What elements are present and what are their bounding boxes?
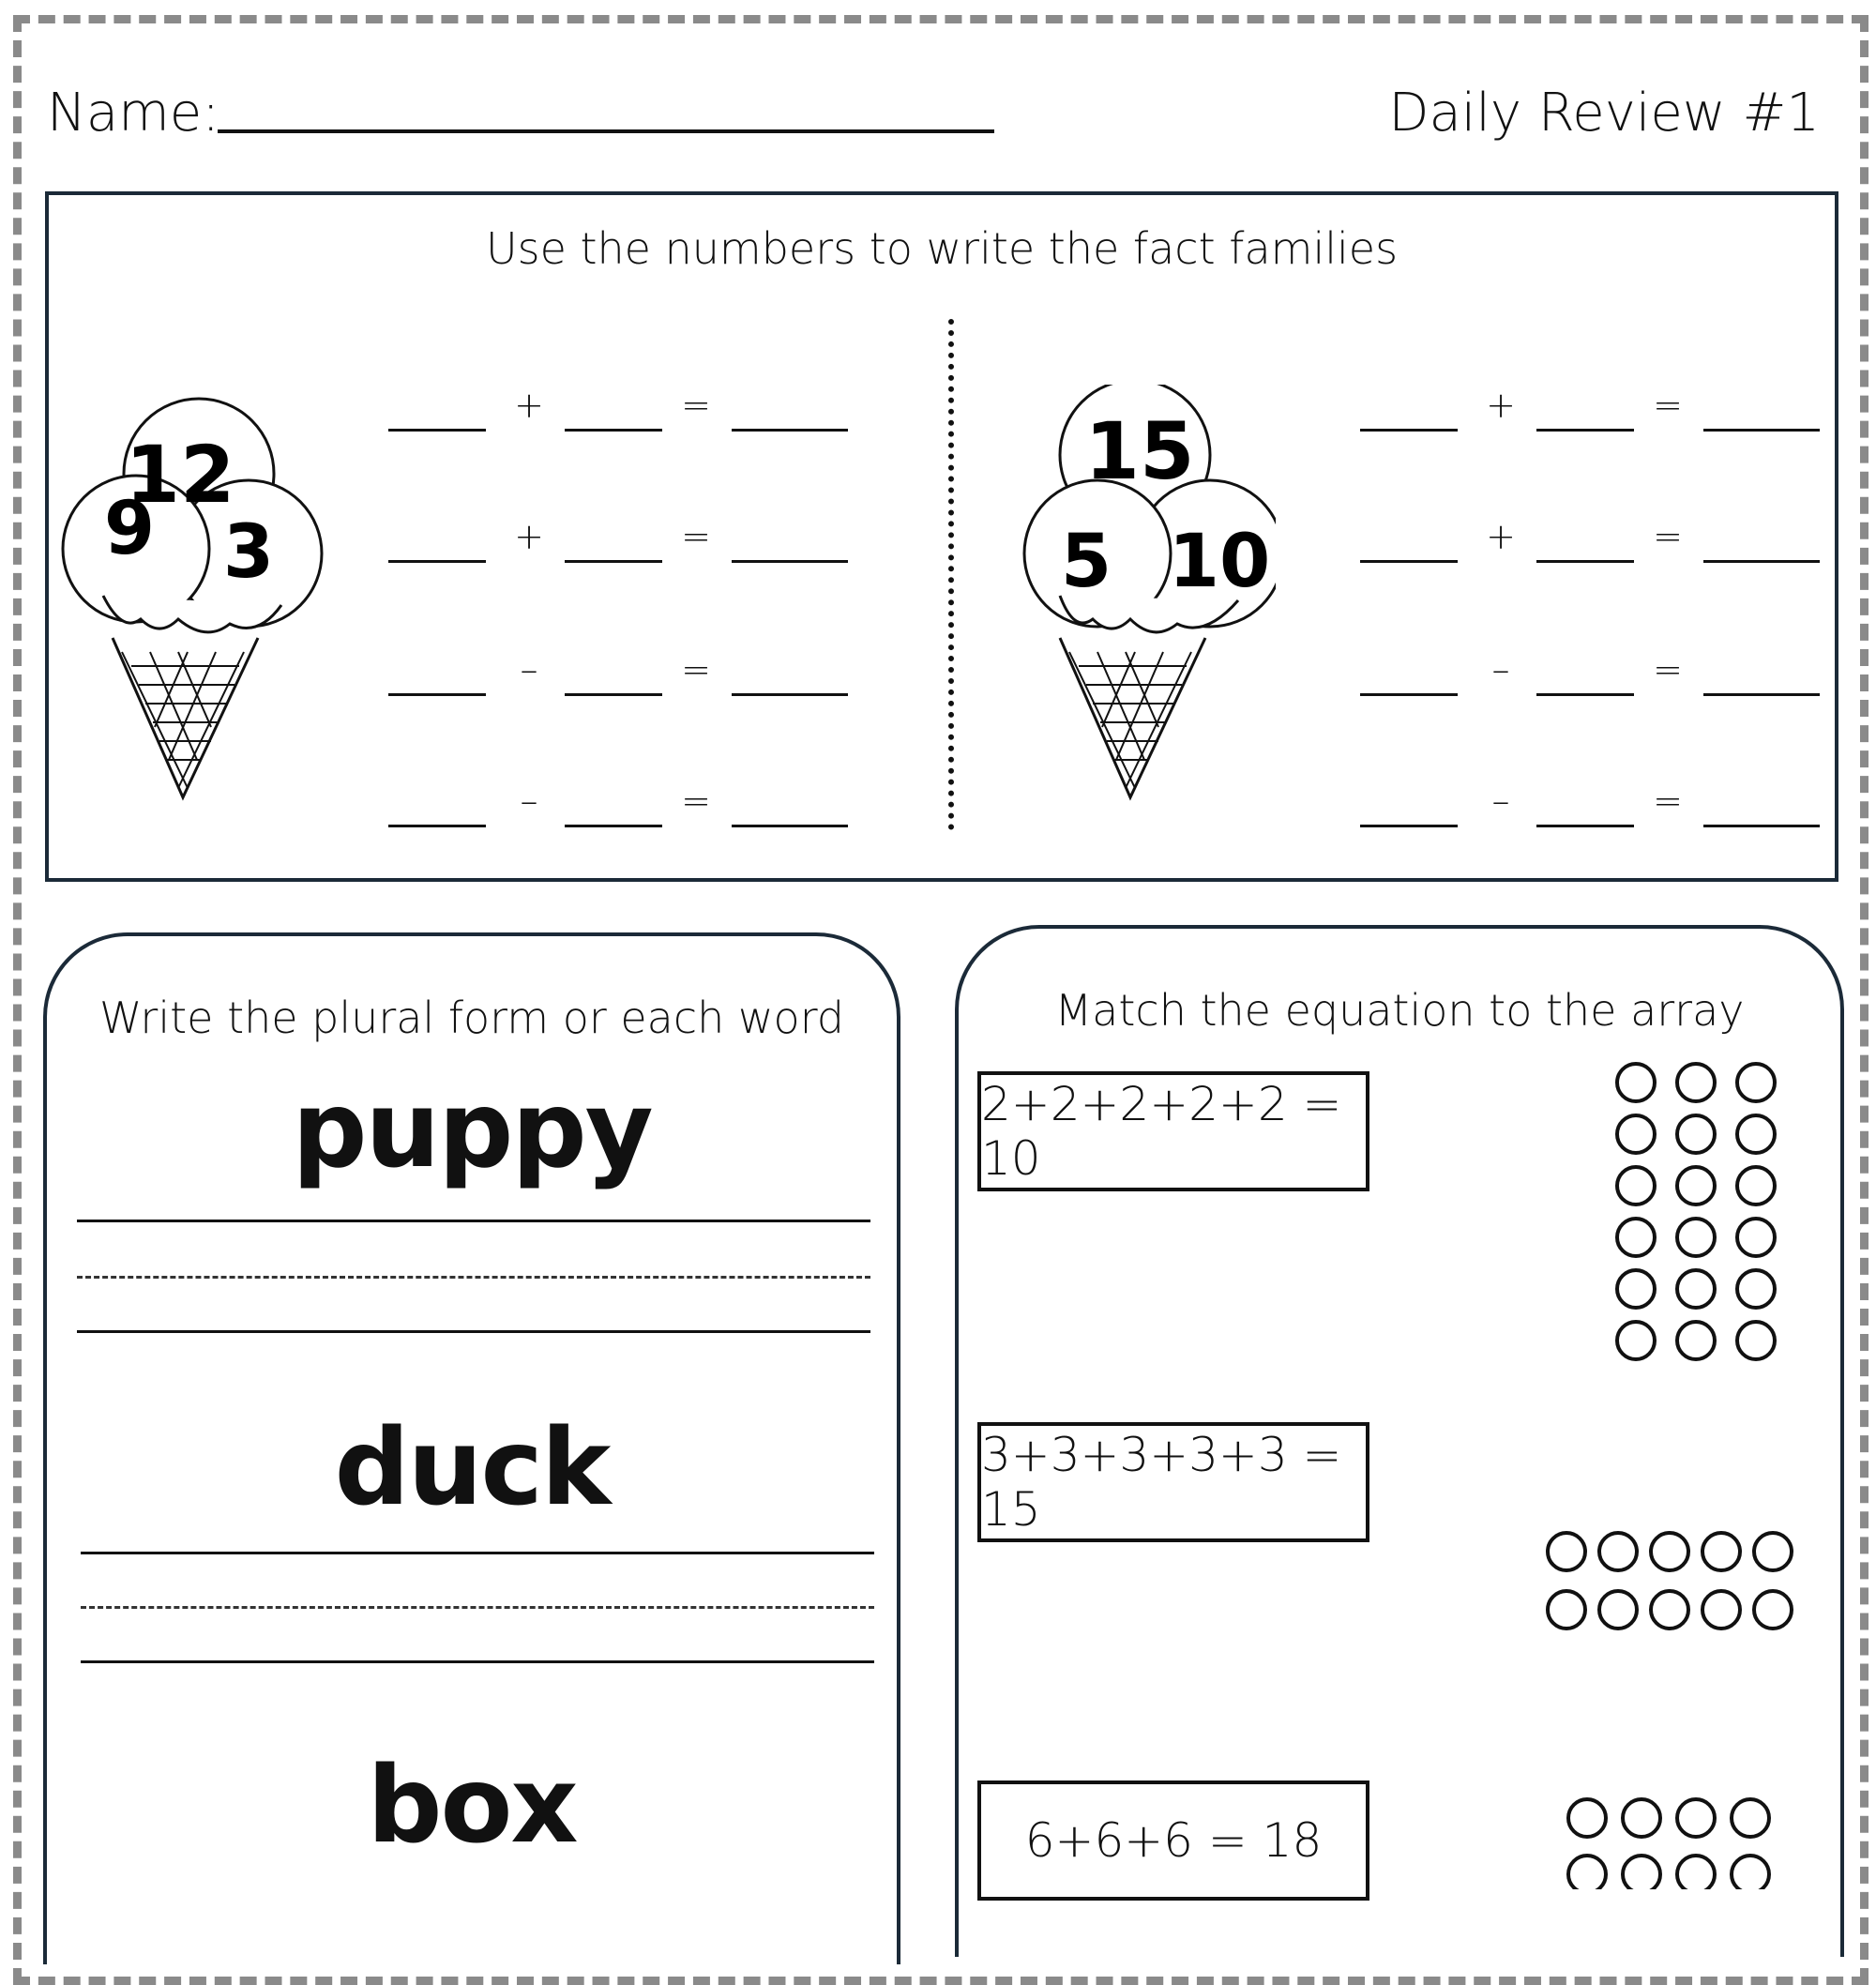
answer-blank[interactable]: [1360, 560, 1458, 563]
array-dot: [1677, 1322, 1715, 1359]
writing-line-base[interactable]: [77, 1330, 870, 1333]
answer-blank[interactable]: [565, 560, 662, 563]
answer-blank[interactable]: [1536, 825, 1634, 827]
array-dot: [1737, 1064, 1775, 1101]
operator-sign: +: [1486, 385, 1516, 426]
fact-equation-row: [388, 385, 857, 432]
dot-array-4x4[interactable]: [1565, 1796, 1799, 1893]
answer-blank[interactable]: [732, 560, 848, 563]
array-dot: [1548, 1591, 1585, 1629]
name-field[interactable]: [218, 129, 994, 133]
answer-blank[interactable]: [1703, 825, 1820, 827]
array-dot: [1737, 1322, 1775, 1359]
ice-cream-cone-2: [1004, 385, 1276, 811]
array-dot: [1617, 1167, 1655, 1205]
writing-line-top: [81, 1552, 874, 1554]
fact-equation-row: [388, 516, 857, 563]
equals-sign: =: [1653, 649, 1683, 690]
array-dot: [1623, 1799, 1660, 1837]
equals-sign: =: [1653, 516, 1683, 557]
scoop-right-number: 10: [1168, 520, 1271, 604]
answer-blank[interactable]: [1536, 429, 1634, 432]
answer-blank[interactable]: [1703, 560, 1820, 563]
array-dot: [1737, 1115, 1775, 1153]
array-dot: [1651, 1533, 1688, 1570]
name-label: Name:: [47, 83, 220, 144]
answer-blank[interactable]: [1360, 825, 1458, 827]
equals-sign: =: [681, 649, 711, 690]
array-dot: [1568, 1799, 1606, 1837]
plural-word: duck: [334, 1407, 610, 1529]
ice-cream-cone-1: [56, 385, 328, 811]
equals-sign: =: [681, 516, 711, 557]
array-dot: [1568, 1856, 1606, 1889]
array-dot: [1617, 1115, 1655, 1153]
dot-array-6x3[interactable]: [1613, 1060, 1792, 1373]
equals-sign: =: [1653, 780, 1683, 822]
answer-blank[interactable]: [732, 825, 848, 827]
answer-blank[interactable]: [732, 693, 848, 696]
fact-equation-row: [388, 780, 857, 827]
equation-box[interactable]: 2+2+2+2+2 = 10: [977, 1071, 1369, 1191]
answer-blank[interactable]: [1360, 693, 1458, 696]
plural-instruction: Write the plural form or each word: [99, 992, 844, 1043]
array-dot: [1623, 1856, 1660, 1889]
array-dot: [1677, 1064, 1715, 1101]
writing-line-top: [77, 1220, 870, 1222]
array-dot: [1737, 1167, 1775, 1205]
array-dot: [1617, 1270, 1655, 1308]
operator-sign: +: [514, 516, 544, 557]
scoop-top-number: 15: [1084, 405, 1195, 497]
fact-equation-row: [1360, 516, 1829, 563]
array-dot: [1599, 1591, 1637, 1629]
answer-blank[interactable]: [565, 693, 662, 696]
operator-sign: –: [520, 780, 538, 822]
operator-sign: +: [1486, 516, 1516, 557]
plural-word: box: [367, 1745, 577, 1867]
scoop-right-number: 3: [222, 510, 275, 595]
answer-blank[interactable]: [388, 560, 486, 563]
scoop-left-number: 9: [103, 487, 156, 571]
operator-sign: +: [514, 385, 544, 426]
array-dot: [1617, 1064, 1655, 1101]
array-dot: [1754, 1591, 1792, 1629]
answer-blank[interactable]: [1360, 429, 1458, 432]
array-dot: [1737, 1270, 1775, 1308]
answer-blank[interactable]: [565, 429, 662, 432]
array-dot: [1737, 1219, 1775, 1256]
answer-blank[interactable]: [388, 825, 486, 827]
fact-equation-row: [1360, 780, 1829, 827]
operator-sign: –: [520, 649, 538, 690]
equation-box[interactable]: 3+3+3+3+3 = 15: [977, 1422, 1369, 1542]
plural-word: puppy: [292, 1069, 652, 1191]
equation-box[interactable]: 6+6+6 = 18: [977, 1780, 1369, 1901]
array-dot: [1599, 1533, 1637, 1570]
writing-line-mid: [81, 1606, 874, 1609]
dot-array-2x5[interactable]: [1544, 1529, 1807, 1645]
array-dot: [1617, 1322, 1655, 1359]
array-dot: [1651, 1591, 1688, 1629]
answer-blank[interactable]: [388, 693, 486, 696]
answer-blank[interactable]: [732, 429, 848, 432]
answer-blank[interactable]: [388, 429, 486, 432]
array-dot: [1677, 1219, 1715, 1256]
worksheet-title: Daily Review #1: [1388, 83, 1820, 144]
equals-sign: =: [681, 780, 711, 822]
operator-sign: –: [1491, 780, 1510, 822]
scoop-left-number: 5: [1060, 520, 1112, 604]
operator-sign: –: [1491, 649, 1510, 690]
answer-blank[interactable]: [565, 825, 662, 827]
writing-line-mid: [77, 1276, 870, 1279]
array-dot: [1548, 1533, 1585, 1570]
answer-blank[interactable]: [1536, 693, 1634, 696]
array-dot: [1702, 1591, 1740, 1629]
array-dot: [1677, 1167, 1715, 1205]
array-dot: [1617, 1219, 1655, 1256]
equals-sign: =: [681, 385, 711, 426]
fact-family-instruction: Use the numbers to write the fact families: [485, 223, 1399, 274]
array-dot: [1677, 1270, 1715, 1308]
scoop-top-number: 12: [125, 429, 235, 521]
array-dot: [1702, 1533, 1740, 1570]
equals-sign: =: [1653, 385, 1683, 426]
array-dot: [1754, 1533, 1792, 1570]
array-dot: [1677, 1799, 1715, 1837]
answer-blank[interactable]: [1536, 560, 1634, 563]
answer-blank[interactable]: [1703, 693, 1820, 696]
array-dot: [1732, 1799, 1769, 1837]
fact-equation-row: [1360, 385, 1829, 432]
writing-line-base[interactable]: [81, 1660, 874, 1663]
section-divider: [948, 319, 954, 830]
array-dot: [1677, 1856, 1715, 1889]
array-instruction: Match the equation to the array: [1054, 985, 1745, 1036]
answer-blank[interactable]: [1703, 429, 1820, 432]
array-dot: [1732, 1856, 1769, 1889]
fact-equation-row: [1360, 649, 1829, 696]
array-dot: [1677, 1115, 1715, 1153]
fact-equation-row: [388, 649, 857, 696]
